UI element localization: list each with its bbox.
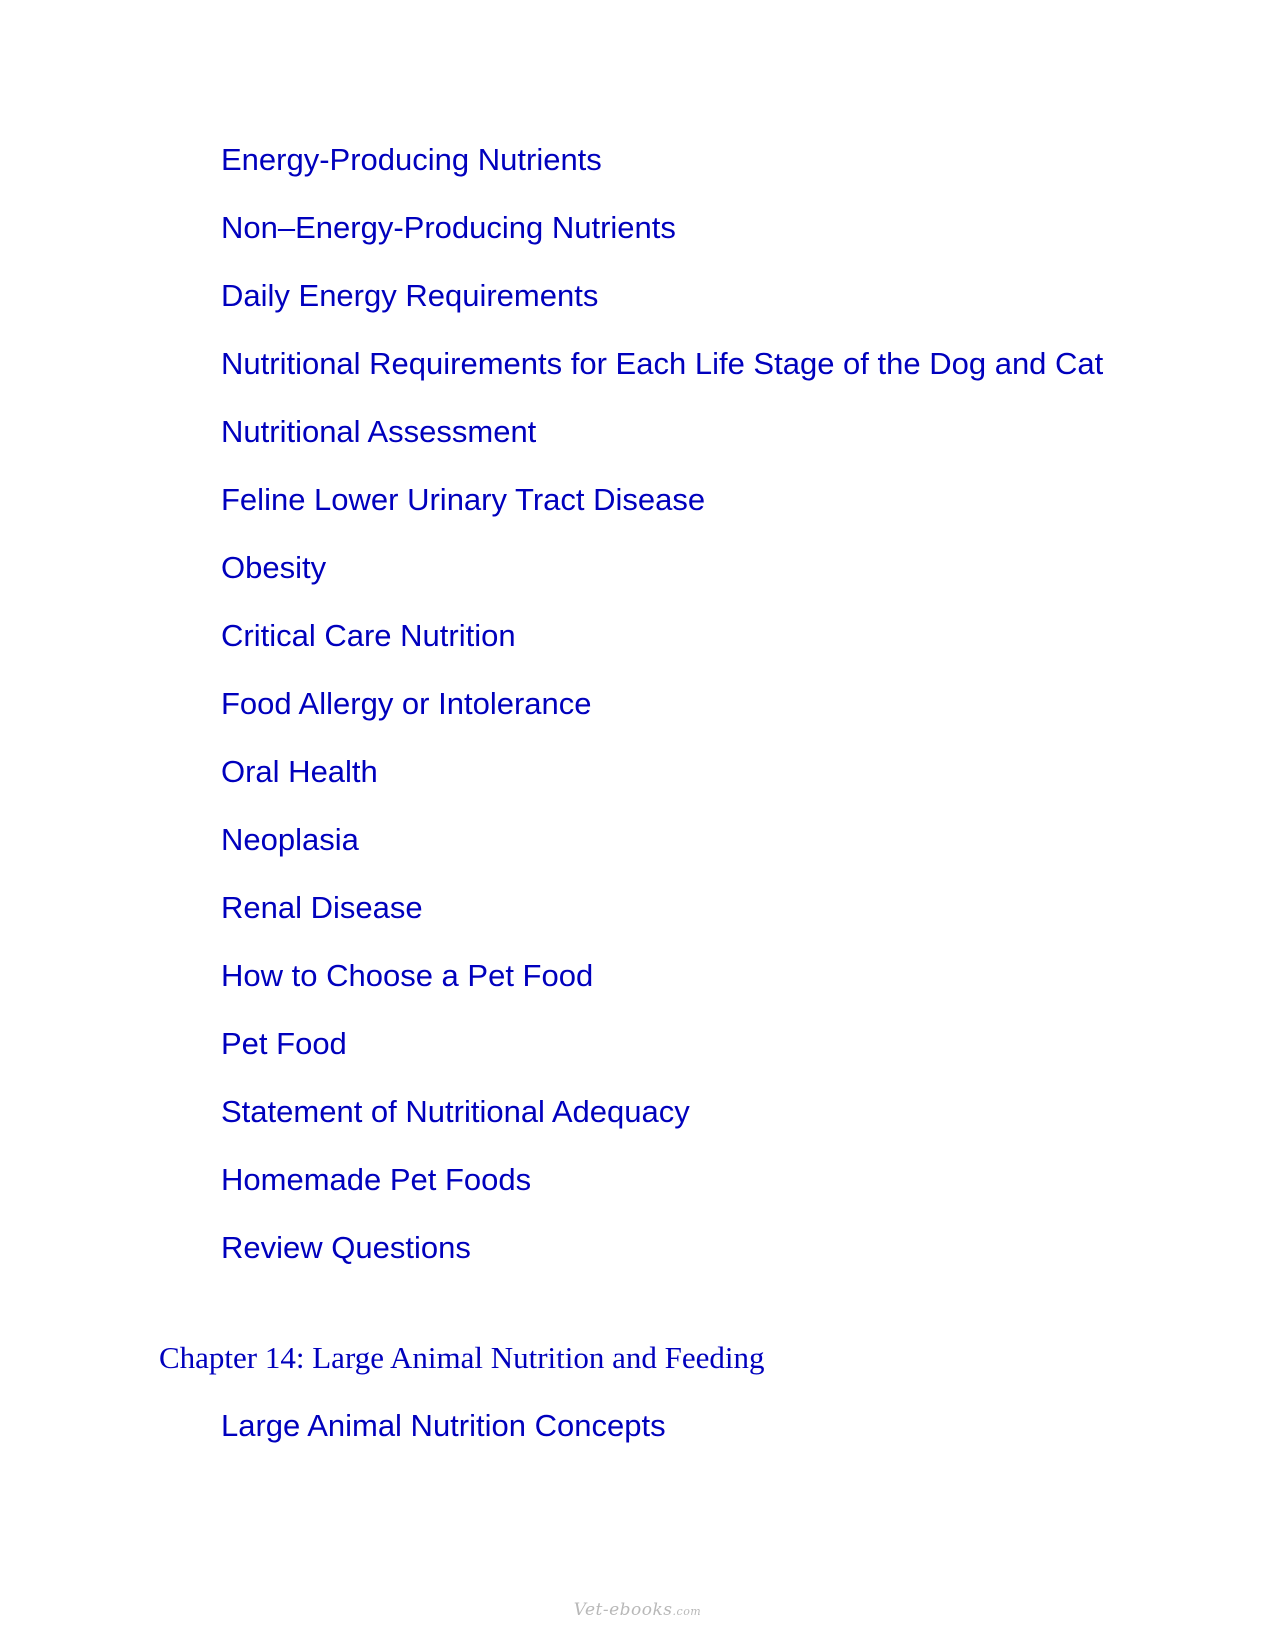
toc-link-label: Obesity <box>221 550 327 585</box>
toc-link-label: Non–Energy-Producing Nutrients <box>221 210 676 245</box>
toc-link-critical-care-nutrition[interactable] <box>221 616 1103 684</box>
toc-link-label: Nutritional Requirements for Each Life Stage of the Dog and Cat <box>221 346 1104 381</box>
watermark-logo <box>0 1600 1275 1620</box>
toc-link-label: Pet Food <box>221 1026 347 1061</box>
toc-link-label: Homemade Pet Foods <box>221 1162 532 1197</box>
toc-link-non-energy-producing-nutrients[interactable] <box>221 208 1103 276</box>
toc-link-label: How to Choose a Pet Food <box>221 958 594 993</box>
toc-link-obesity[interactable] <box>221 548 1103 616</box>
toc-link-label: Critical Care Nutrition <box>221 618 516 653</box>
toc-link-nutritional-requirements-life-stage[interactable] <box>221 344 1103 412</box>
toc-link-energy-producing-nutrients[interactable] <box>221 140 1103 208</box>
toc-list <box>221 140 1103 1296</box>
toc-chapter-14-heading[interactable]: Chapter 14: Large Animal Nutrition and Feeding <box>159 1340 765 1375</box>
toc-link-neoplasia[interactable] <box>221 820 1103 888</box>
toc-link-nutritional-assessment[interactable] <box>221 412 1103 480</box>
toc-link-large-animal-nutrition-concepts[interactable] <box>221 1406 666 1474</box>
toc-link-label: Renal Disease <box>221 890 423 925</box>
watermark-suffix: .com <box>672 1605 702 1618</box>
toc-link-label: Oral Health <box>221 754 378 789</box>
toc-chapter-14-list <box>221 1406 666 1474</box>
toc-link-pet-food[interactable] <box>221 1024 1103 1092</box>
toc-link-oral-health[interactable] <box>221 752 1103 820</box>
toc-link-food-allergy-or-intolerance[interactable] <box>221 684 1103 752</box>
toc-link-review-questions[interactable] <box>221 1228 1103 1296</box>
toc-link-renal-disease[interactable] <box>221 888 1103 956</box>
toc-link-label: Feline Lower Urinary Tract Disease <box>221 482 706 517</box>
watermark-name: Vet-ebooks <box>573 1600 673 1620</box>
toc-link-label: Energy-Producing Nutrients <box>221 142 602 177</box>
toc-link-label: Nutritional Assessment <box>221 414 537 449</box>
toc-link-daily-energy-requirements[interactable] <box>221 276 1103 344</box>
toc-link-how-to-choose-a-pet-food[interactable] <box>221 956 1103 1024</box>
toc-link-feline-lower-urinary-tract-disease[interactable] <box>221 480 1103 548</box>
toc-link-label: Statement of Nutritional Adequacy <box>221 1094 690 1129</box>
toc-link-homemade-pet-foods[interactable] <box>221 1160 1103 1228</box>
toc-link-label: Daily Energy Requirements <box>221 278 599 313</box>
toc-link-label: Neoplasia <box>221 822 359 857</box>
toc-link-statement-of-nutritional-adequacy[interactable] <box>221 1092 1103 1160</box>
toc-link-label: Food Allergy or Intolerance <box>221 686 592 721</box>
toc-link-label: Review Questions <box>221 1230 471 1265</box>
toc-link-label: Large Animal Nutrition Concepts <box>221 1408 666 1443</box>
